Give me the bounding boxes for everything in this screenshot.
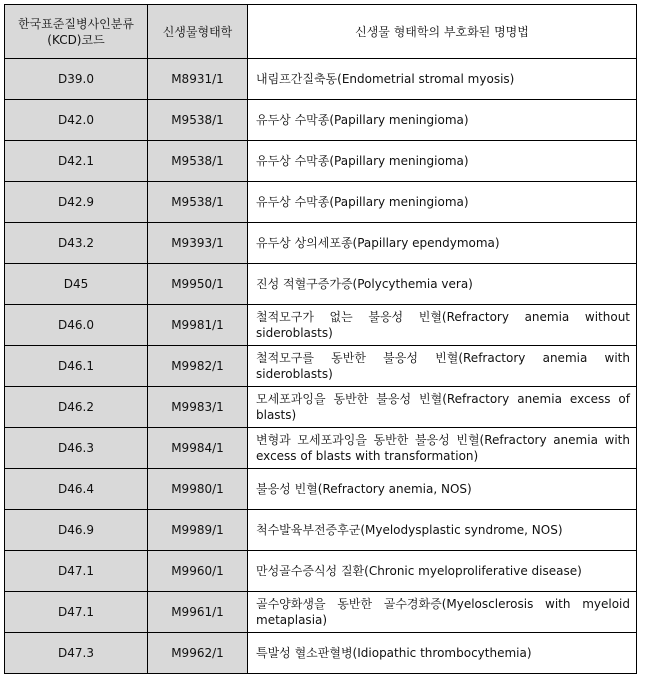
table-row: [5, 264, 637, 305]
table-row: [5, 469, 637, 510]
kcd-code-cell: D42.1: [5, 141, 148, 182]
table-row: [5, 633, 637, 674]
morphology-code-cell: M9961/1: [148, 592, 248, 633]
table-row: [5, 305, 637, 346]
kcd-code-cell: D47.3: [5, 633, 148, 674]
kcd-code-cell: D47.1: [5, 551, 148, 592]
morphology-code-cell: M9960/1: [148, 551, 248, 592]
morphology-code-cell: M9393/1: [148, 223, 248, 264]
table-row: [5, 387, 637, 428]
table-row: [5, 182, 637, 223]
table-row: [5, 223, 637, 264]
header-kcd-code: 한국표준질병사인분류(KCD)코드: [5, 5, 148, 59]
morphology-code-cell: M9950/1: [148, 264, 248, 305]
morphology-code-cell: M9981/1: [148, 305, 248, 346]
header-nomenclature: 신생물 형태학의 부호화된 명명법: [248, 5, 637, 59]
morphology-code-cell: M9980/1: [148, 469, 248, 510]
document-page: [4, 4, 637, 674]
nomenclature-cell: 모세포과잉을 동반한 불응성 빈혈(Refractory anemia excess of blasts): [248, 387, 637, 428]
morphology-code-cell: M9984/1: [148, 428, 248, 469]
nomenclature-cell: 유두상 수막종(Papillary meningioma): [248, 100, 637, 141]
table-row: [5, 346, 637, 387]
kcd-code-cell: D46.1: [5, 346, 148, 387]
nomenclature-cell: 진성 적혈구증가증(Polycythemia vera): [248, 264, 637, 305]
kcd-code-cell: D46.0: [5, 305, 148, 346]
kcd-code-cell: D46.9: [5, 510, 148, 551]
table-row: [5, 59, 637, 100]
morphology-code-cell: M9989/1: [148, 510, 248, 551]
table-row: [5, 510, 637, 551]
nomenclature-cell: 철적모구가 없는 불응성 빈혈(Refractory anemia without sideroblasts): [248, 305, 637, 346]
morphology-code-cell: M9538/1: [148, 100, 248, 141]
nomenclature-cell: 유두상 상의세포종(Papillary ependymoma): [248, 223, 637, 264]
nomenclature-cell: 불응성 빈혈(Refractory anemia, NOS): [248, 469, 637, 510]
nomenclature-cell: 척수발육부전증후군(Myelodysplastic syndrome, NOS): [248, 510, 637, 551]
morphology-code-cell: M9538/1: [148, 182, 248, 223]
nomenclature-cell: 내림프간질축동(Endometrial stromal myosis): [248, 59, 637, 100]
table-row: [5, 100, 637, 141]
nomenclature-cell: 골수양화생을 동반한 골수경화증(Myelosclerosis with myeloid metaplasia): [248, 592, 637, 633]
kcd-code-cell: D45: [5, 264, 148, 305]
table-row: [5, 428, 637, 469]
table-row: [5, 592, 637, 633]
morphology-code-cell: M9983/1: [148, 387, 248, 428]
morphology-code-cell: M9982/1: [148, 346, 248, 387]
table-row: [5, 551, 637, 592]
kcd-code-cell: D46.2: [5, 387, 148, 428]
kcd-code-cell: D46.4: [5, 469, 148, 510]
header-row: [5, 5, 637, 59]
kcd-code-cell: D47.1: [5, 592, 148, 633]
kcd-code-cell: D39.0: [5, 59, 148, 100]
kcd-code-cell: D43.2: [5, 223, 148, 264]
nomenclature-cell: 만성골수증식성 질환(Chronic myeloproliferative disease): [248, 551, 637, 592]
morphology-code-cell: M9538/1: [148, 141, 248, 182]
nomenclature-cell: 특발성 혈소판혈병(Idiopathic thrombocythemia): [248, 633, 637, 674]
kcd-code-cell: D42.0: [5, 100, 148, 141]
nomenclature-cell: 변형과 모세포과잉을 동반한 불응성 빈혈(Refractory anemia with excess of blasts with transformation): [248, 428, 637, 469]
neoplasm-morphology-table: [4, 4, 637, 674]
morphology-code-cell: M9962/1: [148, 633, 248, 674]
header-morphology: 신생물형태학: [148, 5, 248, 59]
morphology-code-cell: M8931/1: [148, 59, 248, 100]
kcd-code-cell: D42.9: [5, 182, 148, 223]
nomenclature-cell: 철적모구를 동반한 불응성 빈혈(Refractory anemia with sideroblasts): [248, 346, 637, 387]
nomenclature-cell: 유두상 수막종(Papillary meningioma): [248, 141, 637, 182]
nomenclature-cell: 유두상 수막종(Papillary meningioma): [248, 182, 637, 223]
table-row: [5, 141, 637, 182]
kcd-code-cell: D46.3: [5, 428, 148, 469]
